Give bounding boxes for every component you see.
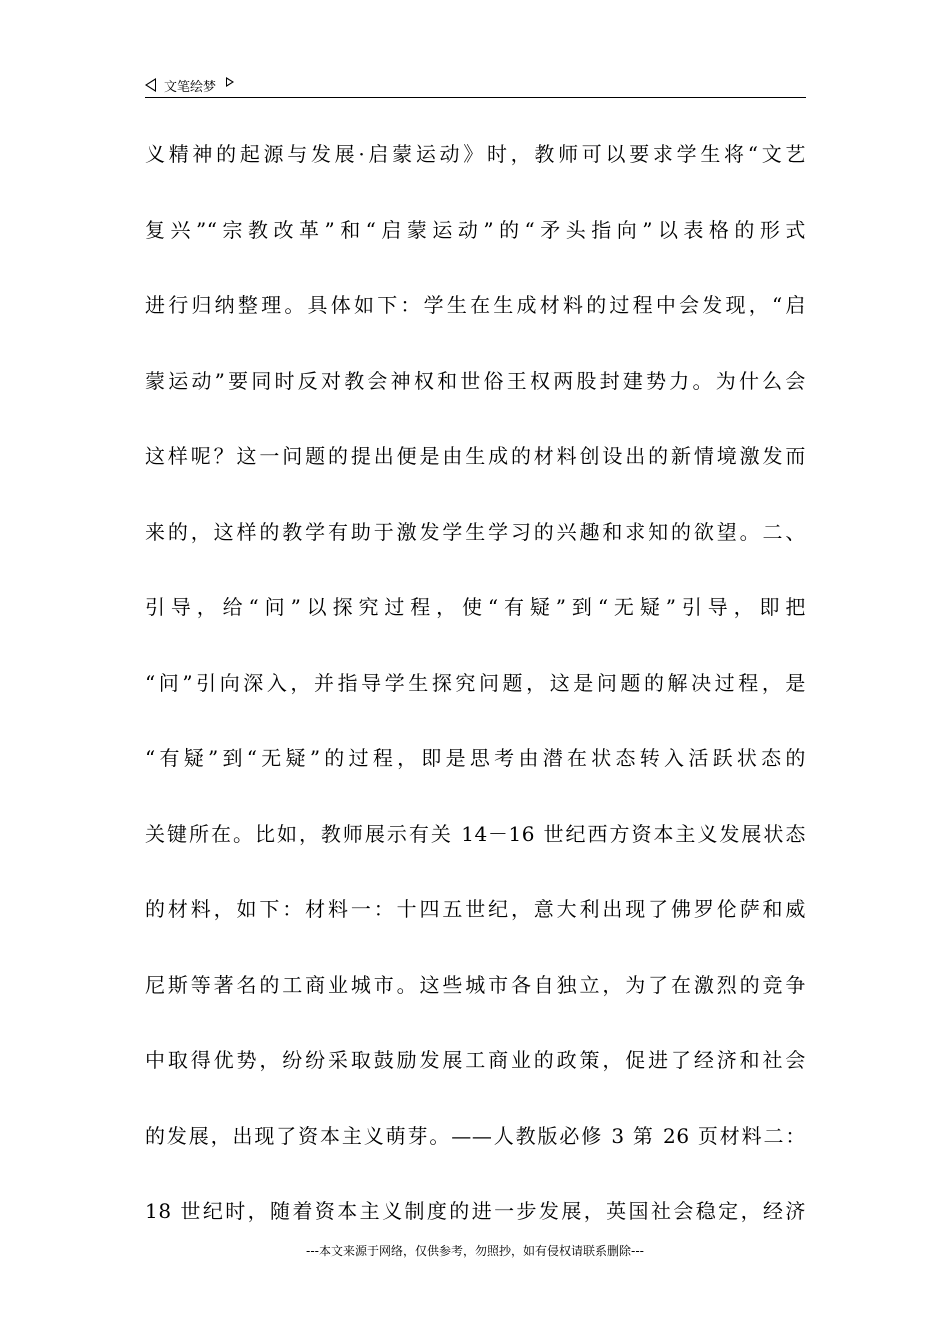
text-line: 的材料，如下：材料一：十四五世纪，意大利出现了佛罗伦萨和威 <box>145 897 806 921</box>
text-line: 尼斯等著名的工商业城市。这些城市各自独立，为了在激烈的竞争 <box>145 972 806 997</box>
text-line: 义精神的起源与发展·启蒙运动》时，教师可以要求学生将“文艺 <box>145 142 806 166</box>
text-line: 复兴”“宗教改革”和“启蒙运动”的“矛头指向”以表格的形式 <box>145 217 806 242</box>
text-line: 的发展，出现了资本主义萌芽。——人教版必修 3 第 26 页材料二： <box>145 1123 806 1148</box>
text-line: 进行归纳整理。具体如下：学生在生成材料的过程中会发现，“启 <box>145 293 806 317</box>
text-line: 18 世纪时，随着资本主义制度的进一步发展，英国社会稳定，经济 <box>145 1199 806 1223</box>
text-line: 引导，给“问”以探究过程，使“有疑”到“无疑”引导，即把 <box>145 595 806 619</box>
text-line: 中取得优势，纷纷采取鼓励发展工商业的政策，促进了经济和社会 <box>145 1048 806 1072</box>
text-line: “问”引向深入，并指导学生探究问题，这是问题的解决过程，是 <box>145 670 806 695</box>
text-line: 这样呢？这一问题的提出便是由生成的材料创设出的新情境激发而 <box>145 444 806 468</box>
page-header <box>145 74 234 96</box>
text-line: 蒙运动”要同时反对教会神权和世俗王权两股封建势力。为什么会 <box>145 368 806 393</box>
header-title: 文笔绘梦 <box>164 79 217 95</box>
body-text <box>145 130 806 1263</box>
text-line: “有疑”到“无疑”的过程，即是思考由潜在状态转入活跃状态的 <box>145 746 806 770</box>
header-divider <box>145 97 806 98</box>
text-line: 来的，这样的教学有助于激发学生学习的兴趣和求知的欲望。二、 <box>145 519 806 544</box>
footer-notice: ---本文来源于网络，仅供参考，勿照抄，如有侵权请联系删除--- <box>306 1244 644 1258</box>
triangle-right-icon <box>226 77 234 87</box>
triangle-left-icon <box>145 78 156 92</box>
text-line: 关键所在。比如，教师展示有关 14－16 世纪西方资本主义发展状态 <box>145 821 806 846</box>
